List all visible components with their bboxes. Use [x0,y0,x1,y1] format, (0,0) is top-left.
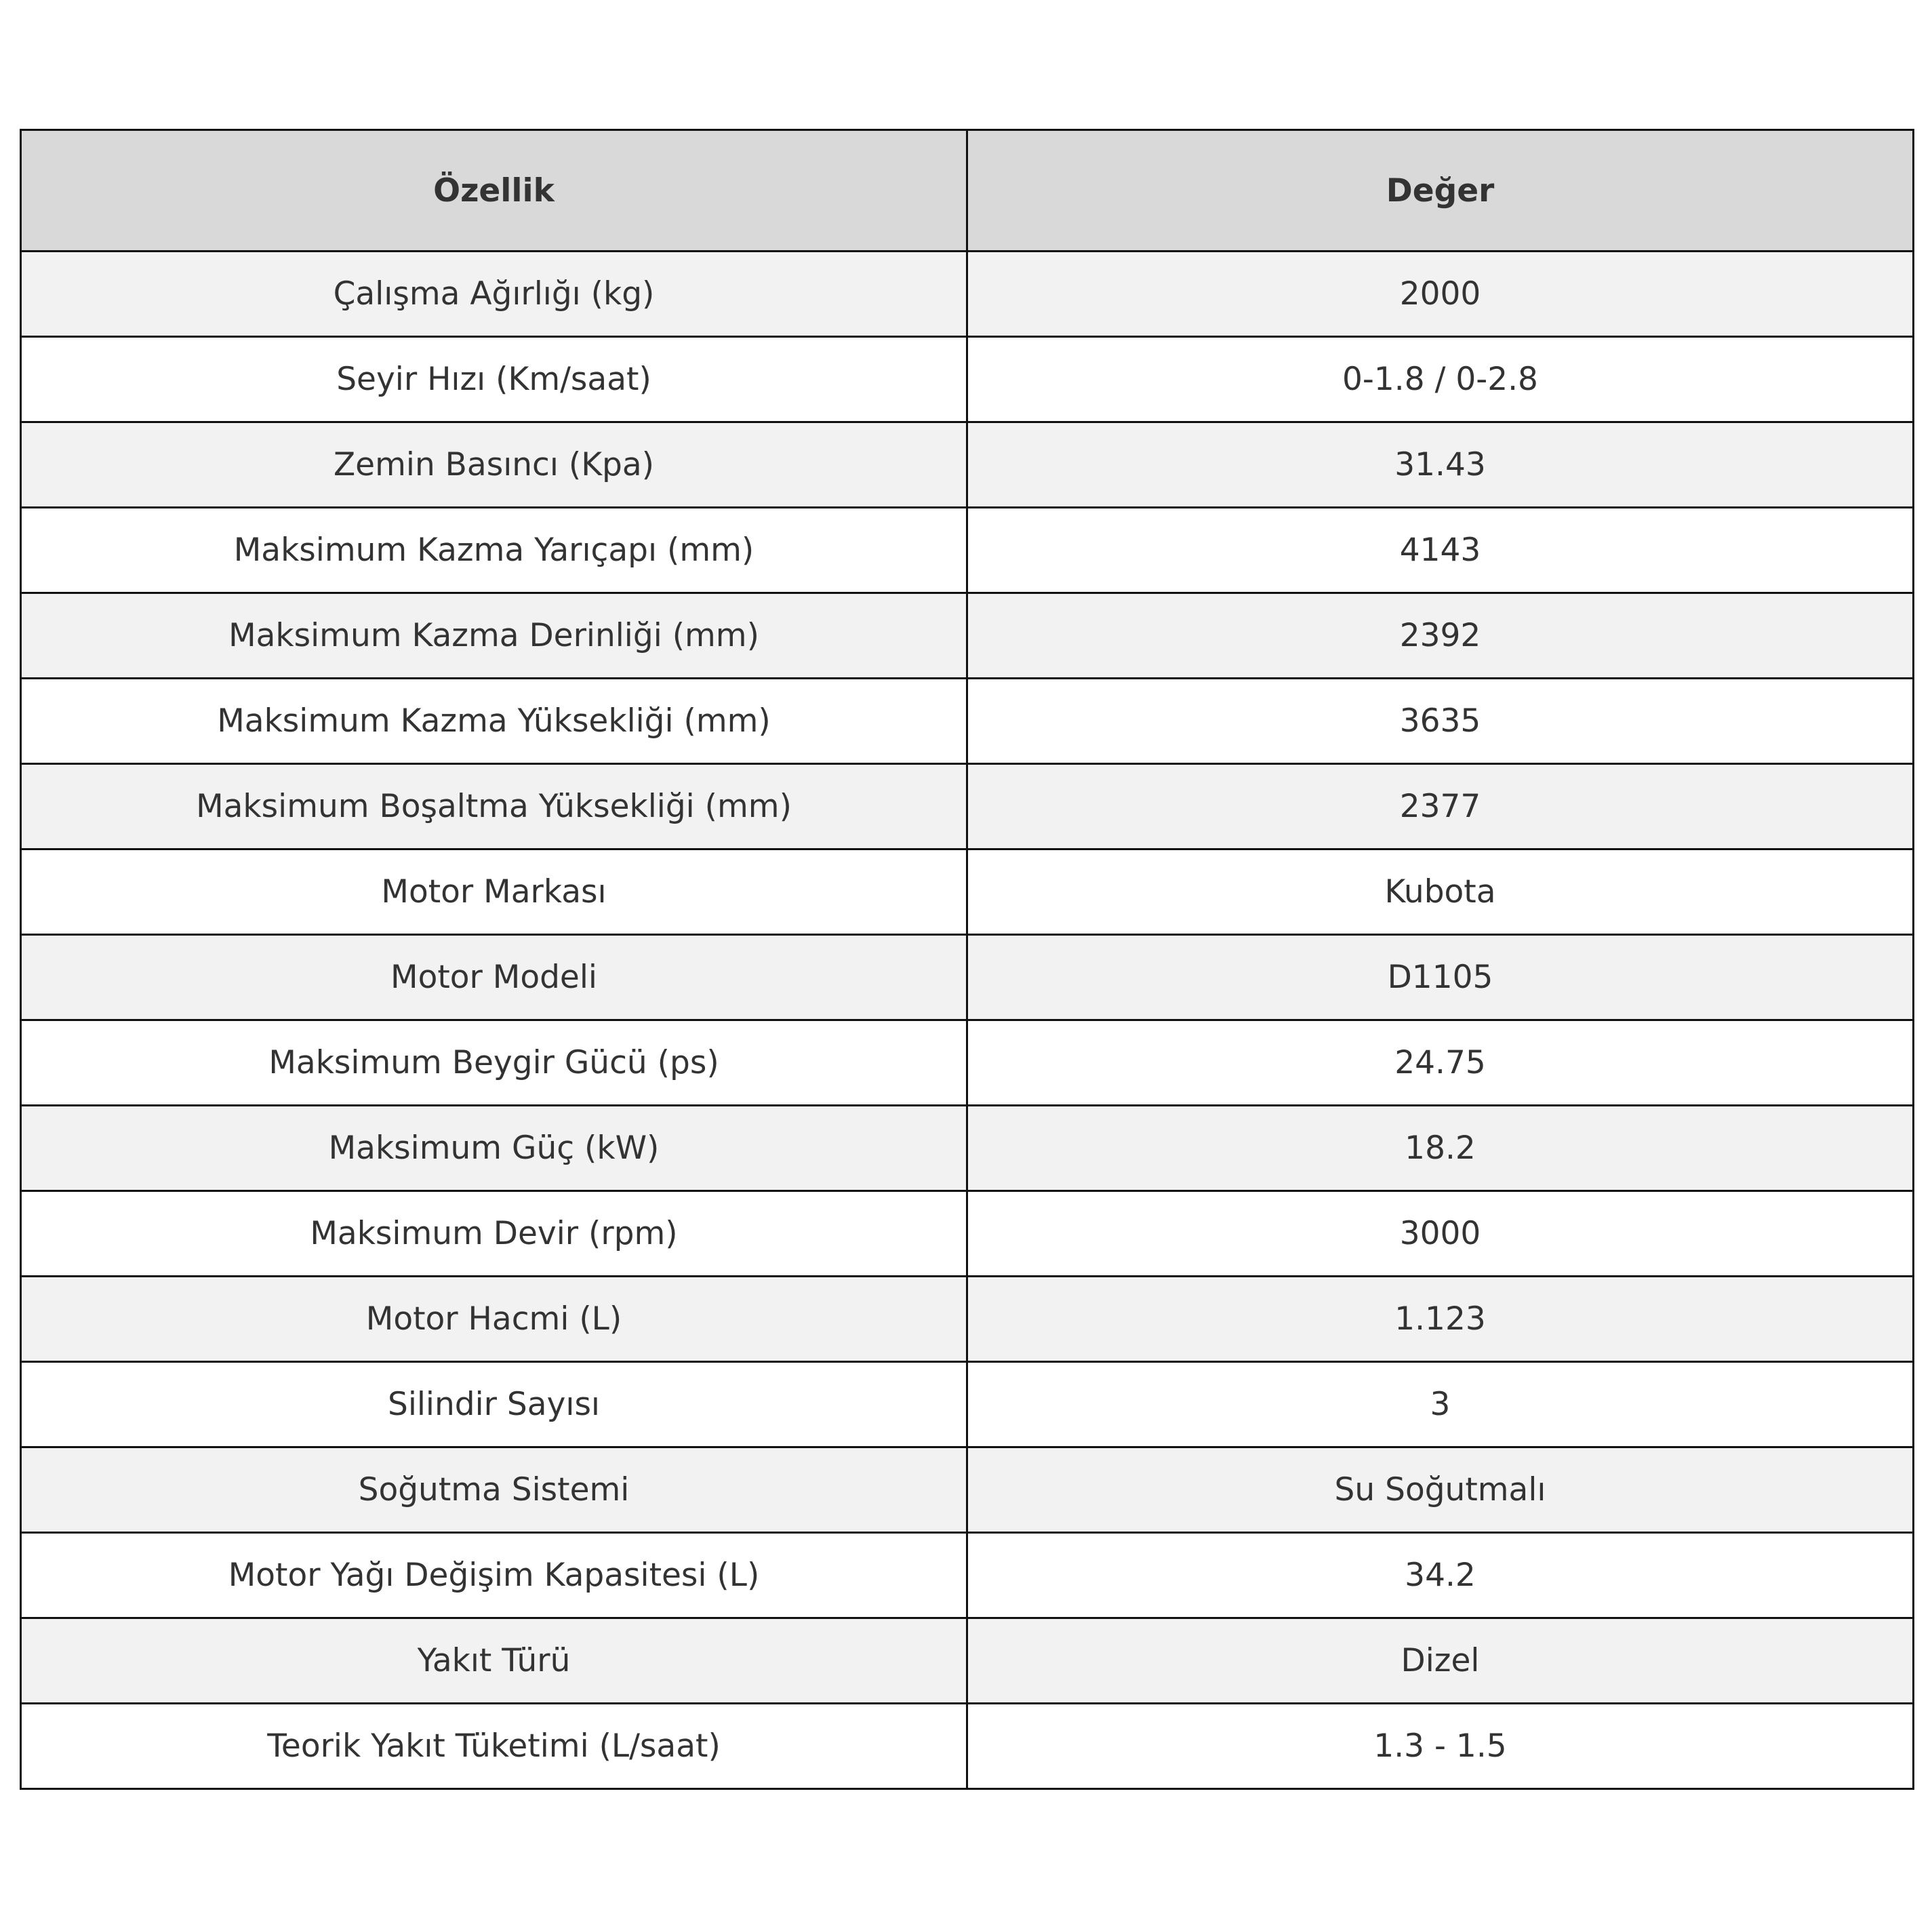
table-row [21,1447,1914,1533]
value-cell: 3 [967,1362,1914,1447]
column-header-ozellik: Özellik [21,130,967,252]
property-cell: Seyir Hızı (Km/saat) [21,337,967,422]
table-row [21,1191,1914,1277]
table-row [21,935,1914,1020]
property-cell: Silindir Sayısı [21,1362,967,1447]
value-cell: 0-1.8 / 0-2.8 [967,337,1914,422]
property-cell: Maksimum Kazma Yüksekliği (mm) [21,679,967,764]
table-row [21,508,1914,593]
property-cell: Maksimum Güç (kW) [21,1106,967,1191]
value-cell: D1105 [967,935,1914,1020]
property-cell: Çalışma Ağırlığı (kg) [21,252,967,337]
value-cell: 3000 [967,1191,1914,1277]
value-cell: 34.2 [967,1533,1914,1618]
table-row [21,422,1914,508]
table-row [21,593,1914,679]
value-cell: 18.2 [967,1106,1914,1191]
property-cell: Motor Markası [21,849,967,935]
value-cell: Su Soğutmalı [967,1447,1914,1533]
table-body [21,252,1914,1789]
spec-table [20,129,1914,1790]
property-cell: Yakıt Türü [21,1618,967,1704]
table-row [21,764,1914,849]
table-row [21,1106,1914,1191]
value-cell: 2377 [967,764,1914,849]
table-row [21,1362,1914,1447]
property-cell: Motor Modeli [21,935,967,1020]
table-row [21,1020,1914,1106]
property-cell: Motor Hacmi (L) [21,1277,967,1362]
value-cell: 31.43 [967,422,1914,508]
table-row [21,679,1914,764]
property-cell: Motor Yağı Değişim Kapasitesi (L) [21,1533,967,1618]
table-row [21,337,1914,422]
table-row [21,1277,1914,1362]
property-cell: Maksimum Kazma Derinliği (mm) [21,593,967,679]
value-cell: 24.75 [967,1020,1914,1106]
property-cell: Maksimum Beygir Gücü (ps) [21,1020,967,1106]
value-cell: 1.3 - 1.5 [967,1704,1914,1789]
property-cell: Teorik Yakıt Tüketimi (L/saat) [21,1704,967,1789]
table-row [21,849,1914,935]
property-cell: Zemin Basıncı (Kpa) [21,422,967,508]
value-cell: 4143 [967,508,1914,593]
table-row [21,1704,1914,1789]
value-cell: 1.123 [967,1277,1914,1362]
table-row [21,1618,1914,1704]
property-cell: Maksimum Boşaltma Yüksekliği (mm) [21,764,967,849]
value-cell: 2000 [967,252,1914,337]
table-row [21,252,1914,337]
property-cell: Maksimum Devir (rpm) [21,1191,967,1277]
value-cell: Kubota [967,849,1914,935]
value-cell: Dizel [967,1618,1914,1704]
column-header-deger: Değer [967,130,1914,252]
property-cell: Maksimum Kazma Yarıçapı (mm) [21,508,967,593]
table-row [21,1533,1914,1618]
value-cell: 2392 [967,593,1914,679]
header-row [21,130,1914,252]
property-cell: Soğutma Sistemi [21,1447,967,1533]
value-cell: 3635 [967,679,1914,764]
